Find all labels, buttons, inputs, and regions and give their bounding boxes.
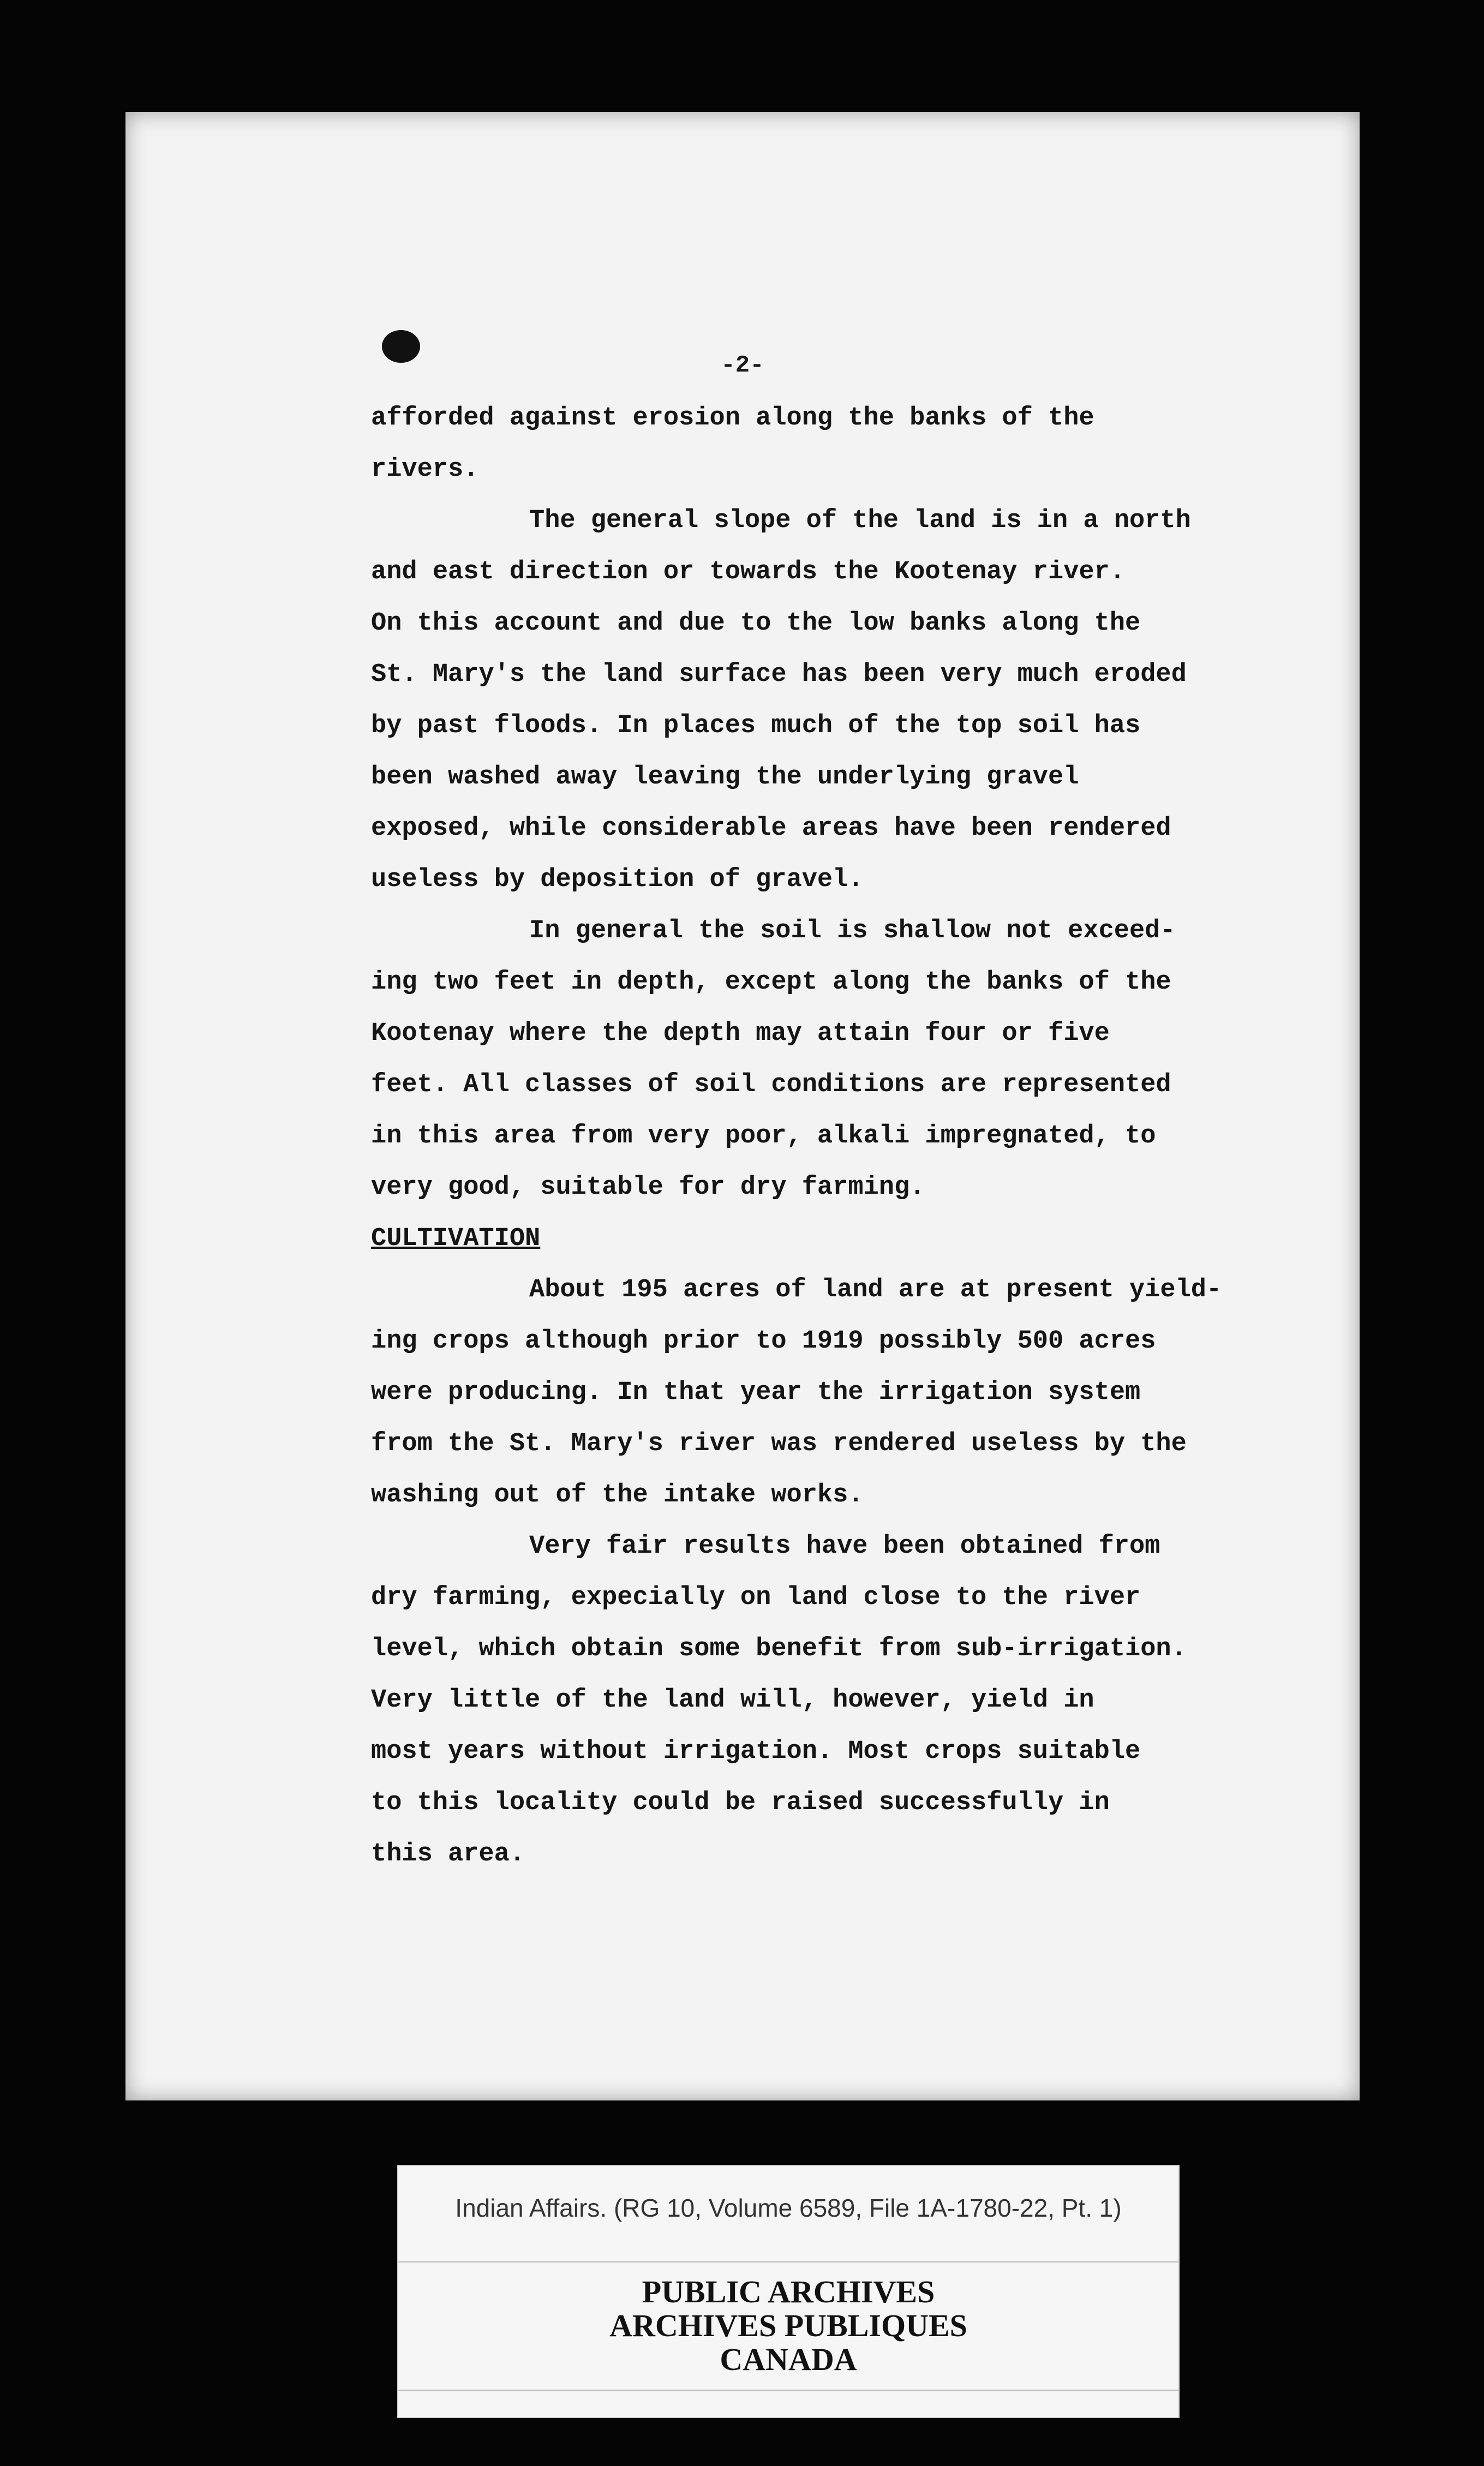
card-divider-bottom [398, 2390, 1178, 2391]
archives-stamp [398, 2275, 1178, 2377]
page-number: -2- [721, 352, 764, 379]
paragraph-soil: In general the soil is shallow not exceed- ing two feet in depth, except along the banks of the Kootenay where the depth may attain four or five feet. All classes of soil conditions are represented in this area from very poor, alkali impregnated, to very good, suitable for dry farming. [371, 917, 1176, 1202]
paragraph-dry-farming: Very fair results have been obtained from dry farming, expecially on land close to the river level, which obtain some benefit from sub-irrigation. Very little of the land will, however, yield in most years without irrigation. Most crops suitable to this locality could be raised successfully in this area. [371, 1532, 1187, 1869]
archive-reference: Indian Affairs. (RG 10, Volume 6589, File 1A-1780-22, Pt. 1) [455, 2194, 1122, 2222]
archive-label-card [397, 2165, 1180, 2418]
card-divider [398, 2261, 1178, 2263]
paragraph-erosion: afforded against erosion along the banks of the rivers. [371, 404, 1094, 484]
body-text [371, 393, 1233, 1880]
section-heading-cultivation: CULTIVATION [371, 1224, 541, 1253]
paragraph-acreage: About 195 acres of land are at present yield- ing crops although prior to 1919 possibly 500 acres were producing. In that year the irrigation system from the St. Mary's river was rendered useless by the washing out of the intake works. [371, 1276, 1222, 1510]
stamp-line-1: PUBLIC ARCHIVES [642, 2274, 935, 2309]
stamp-line-3: CANADA [720, 2342, 857, 2377]
stamp-line-2: ARCHIVES PUBLIQUES [609, 2308, 967, 2343]
paragraph-slope: The general slope of the land is in a north and east direction or towards the Kootenay river. On this account and due to the low banks along the St. Mary's the land surface has been very much eroded by past floods. In places much of the top soil has been washed away leaving the underlying gravel exposed, while considerable areas have been rendered useless by deposition of gravel. [371, 506, 1191, 894]
